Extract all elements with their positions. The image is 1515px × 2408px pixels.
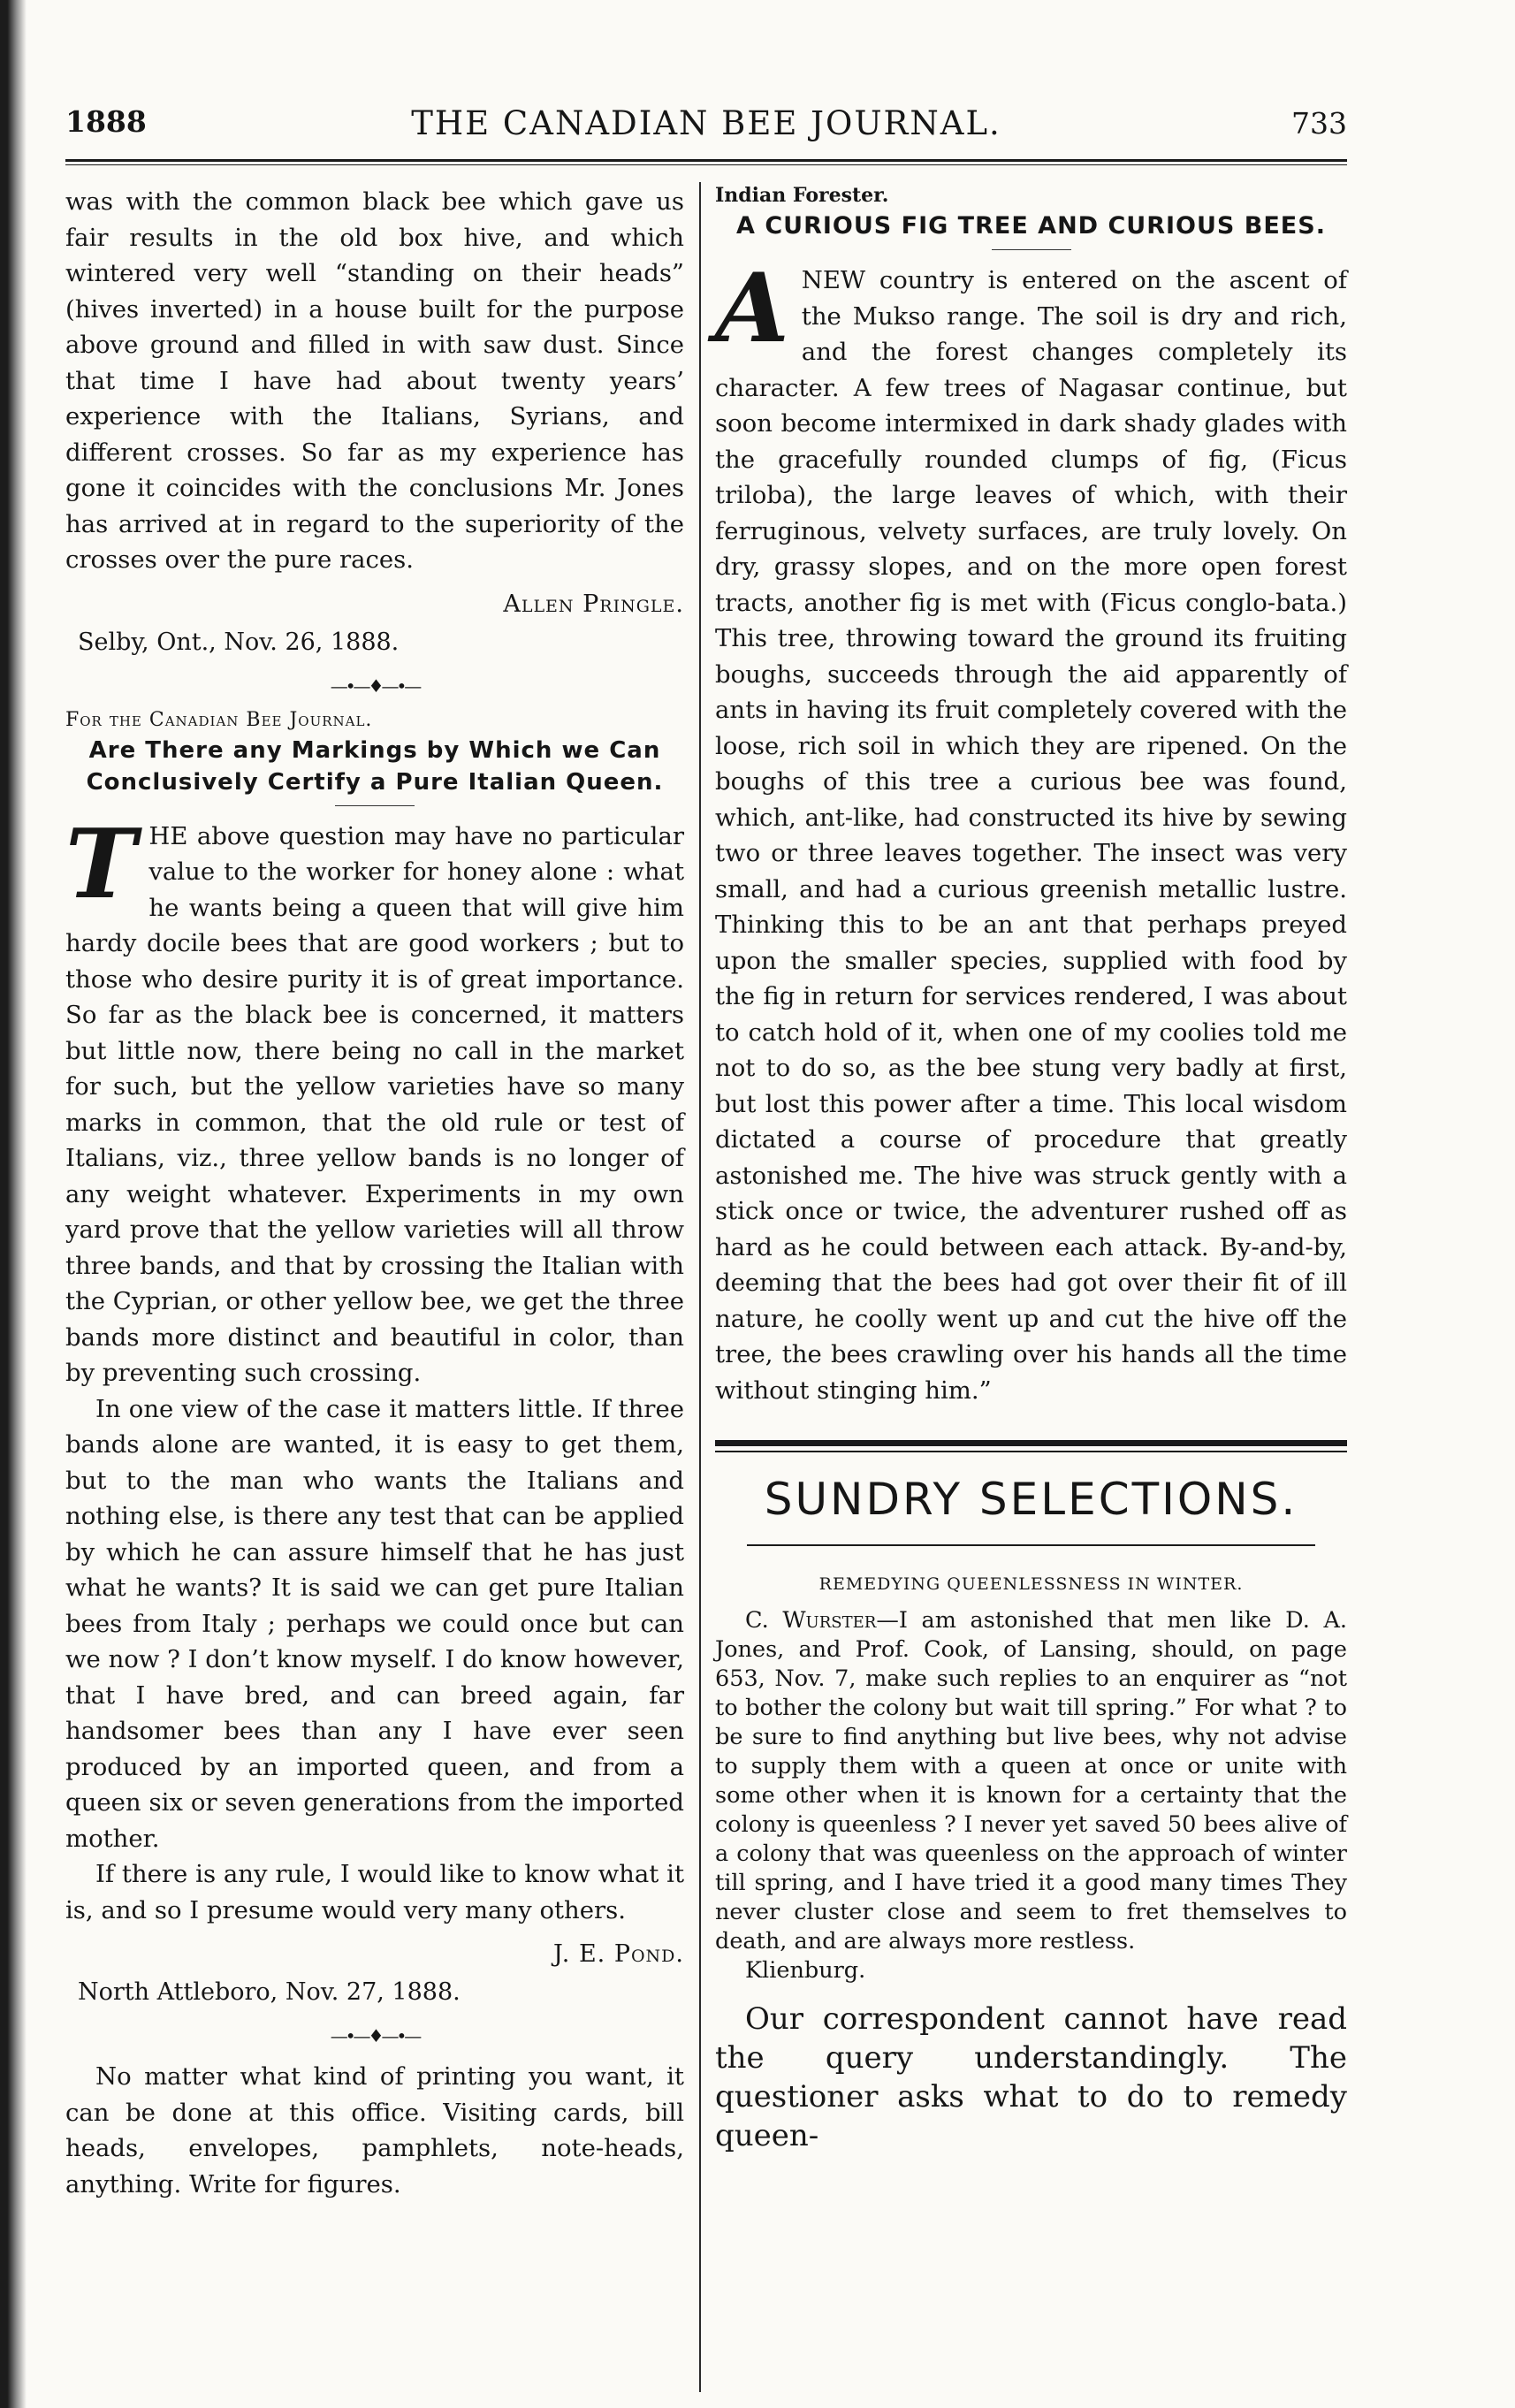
- column-divider: [699, 182, 701, 2392]
- dateline-attleboro: North Attleboro, Nov. 27, 1888.: [78, 1978, 461, 2006]
- dropcap-letter: A: [715, 253, 789, 364]
- journal-page: [65, 104, 1347, 2198]
- article-paragraph: [715, 253, 1347, 1408]
- source-line-indian-forester: Indian Forester.: [715, 184, 889, 207]
- paragraph-text: NEW country is entered on the ascent of the Mukso range. The soil is dry and rich, and the forest changes completely its character. A few trees of Nagasar continue, but soon become intermixed in dark shady glades with the gracefully rounded clumps of fig, (Ficus triloba), the large leaves of which, with their ferruginous, velvety surfaces, are truly lovely. On dry, grassy slopes, and on the more open forest tracts, another fig is met with (Ficus conglo-bata.) This tree, throwing toward the ground its fruiting boughs, succeeds through the aid apparently of ants in having its fruit completely covered with the loose, rich soil in which they are ripened. On the boughs of this tree a curious bee was found, which, ant-like, had constructed its hive by sewing two or three leaves together. The insect was very small, and had a curious greenish metallic lustre. Thinking this to be an ant that perhaps preyed upon the smaller species, supplied with food by the fig in return for services rendered, I was about to catch hold of it, when one of my coolies told me not to do so, as the bee stung very badly at first, but lost this power after a time. This local wisdom dictated a course of procedure that greatly astonished me. The hive was struck gently with a stick once or twice, the adventurer rushed off as hard as he could between each attack. By-and-by, deeming that the bees had got over their fit of ill nature, he coolly went up and cut the hive off the tree, the bees crawling over his hands all the time without stinging him.”: [715, 266, 1347, 1405]
- selection-text: —I am astonished that men like D. A. Jones, and Prof. Cook, of Lansing, should, on page 653, Nov. 7, make such replies to an enquirer as “not to bother the colony but wait till spring.” For what ? to be sure to find anything but live bees, why not advise to supply them with a queen at once or unite with some other when it is known for a certainty that the colony is queenless ? I never yet saved 50 bees alive of a colony that was queenless on the approach of winter till spring, and I have tried it a good many times They never cluster close and seem to fret themselves to death, and are always more restless.: [715, 1607, 1347, 1955]
- left-column: [65, 184, 684, 2202]
- article-title-italian-queen: Are There any Markings by Which we Can Conclusively Certify a Pure Italian Queen.: [86, 736, 664, 796]
- section-title-underline: [747, 1544, 1316, 1546]
- author-signature-pringle: Allen Pringle.: [503, 590, 684, 618]
- previous-article-ending: was with the common black bee which gave us fair results in the old box hive, and which wintered very well “standing on their heads” (hives inverted) in a house built for the purpose above ground and filled in with saw dust. Since that time I have had about twenty years’ experience with the Italians, Syrians, and different crosses. So far as my experience has gone it coincides with the conclusions Mr. Jones has arrived at in regard to the superiority of the crosses over the pure races.: [65, 187, 684, 574]
- editor-reply: Our correspondent cannot have read the query understandingly. The questioner asks what to do to remedy queen-: [715, 2001, 1347, 2153]
- ornamental-divider: —•—♦—•—: [330, 674, 420, 697]
- article-title-fig-tree: A CURIOUS FIG TREE AND CURIOUS BEES.: [736, 212, 1326, 240]
- dateline-selby: Selby, Ont., Nov. 26, 1888.: [78, 628, 400, 656]
- selection-paragraph: [715, 1606, 1347, 1956]
- selection-subheading: REMEDYING QUEENLESSNESS IN WINTER.: [818, 1574, 1244, 1594]
- author-signature-pond: J. E. Pond.: [553, 1940, 684, 1968]
- title-underline: [335, 805, 415, 806]
- title-underline: [992, 249, 1071, 250]
- header-year: 1888: [65, 104, 147, 139]
- page-number: 733: [1291, 106, 1347, 141]
- article-paragraph: If there is any rule, I would like to know what it is, and so I presume would very many others.: [65, 1860, 684, 1924]
- section-rule-thick: [715, 1440, 1347, 1446]
- ornamental-divider: —•—♦—•—: [330, 2025, 420, 2046]
- section-rule-thin: [715, 1451, 1347, 1452]
- selection-author: C. Wurster: [745, 1607, 877, 1634]
- article-paragraph: In one view of the case it matters little. If three bands alone are wanted, it is easy to get them, but to the man who wants the Italians and nothing else, is there any test that can be applied by which he can assure himself that he has just what he wants? It is said we can get pure Italian bees from Italy ; perhaps we could once but can we now ? I don’t know myself. I do know however, that I have bred, and can breed again, far handsomer bees than any I have ever seen produced by an imported queen, and from a queen six or seven generations from the imported mother.: [65, 1394, 684, 1853]
- right-column: [715, 184, 1347, 2155]
- dropcap-letter: T: [65, 808, 137, 920]
- printing-notice: No matter what kind of printing you want, it can be done at this office. Visiting cards, bill heads, envelopes, pamphlets, note-heads, anything. Write for figures.: [65, 2062, 684, 2198]
- source-line-cbj: For the Canadian Bee Journal.: [65, 708, 373, 731]
- header-rule-thin: [65, 164, 1347, 165]
- page-header: [65, 104, 1347, 147]
- journal-title: THE CANADIAN BEE JOURNAL.: [411, 104, 1001, 142]
- paragraph-text: HE above question may have no particular value to the worker for honey alone : what he wants being a queen that will give him hardy docile bees that are good workers ; but to those who desire purity it is of great importance. So far as the black bee is concerned, it matters but little now, there being no call in the market for such, but the yellow varieties have so many marks in common, that the old rule or test of Italians, viz., three yellow bands is no longer of any weight whatever. Experiments in my own yard prove that the yellow varieties will all throw three bands, and that by crossing the Italian with the Cyprian, or other yellow bee, we get the three bands more distinct and beautiful in color, than by preventing such crossing.: [65, 821, 684, 1387]
- page-binding-edge: [0, 0, 27, 2408]
- section-title-sundry-selections: SUNDRY SELECTIONS.: [764, 1474, 1298, 1525]
- selection-place: Klienburg.: [745, 1957, 866, 1984]
- header-rule: [65, 159, 1347, 162]
- article-paragraph: [65, 808, 684, 1391]
